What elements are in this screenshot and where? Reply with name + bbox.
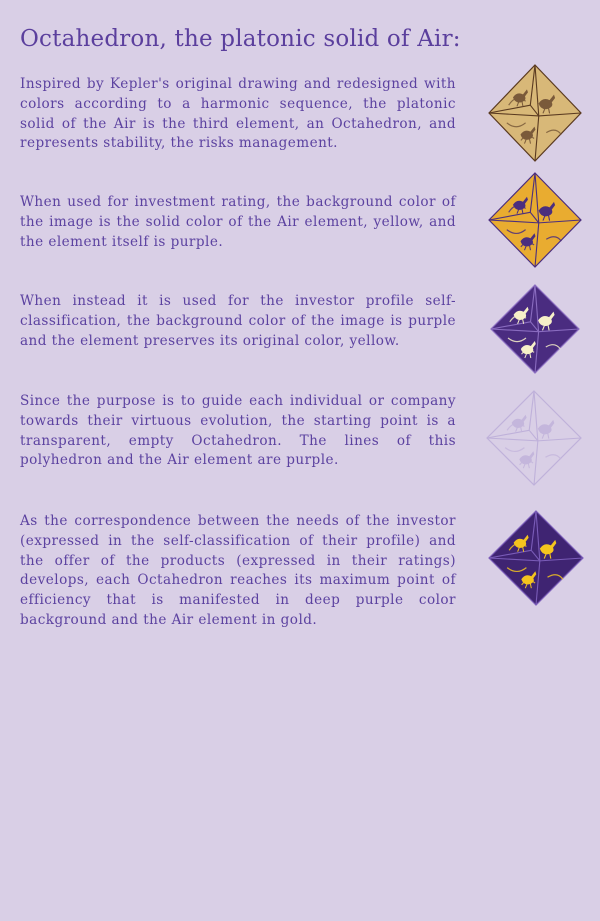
octahedron-purple-icon (490, 284, 580, 374)
bird-figure (519, 451, 534, 468)
swirl-ornament (505, 448, 524, 452)
octahedron-face (489, 65, 581, 161)
octahedron-edge (487, 438, 538, 441)
section-1-text: Inspired by Kepler's original drawing and redesigned with colors according to a harmonic sequence, the platonic solid of the Air is the third element, an Octahedron, and represents stability, the risks management. (20, 76, 456, 152)
octahedron-face (487, 391, 581, 485)
swirl-ornament (546, 455, 561, 459)
section-3-text: When instead it is used for the investor profile self-classification, the background color of the image is purple and the element preserves its original color, yellow. (20, 293, 456, 349)
octahedron-edge (529, 430, 538, 441)
octahedron-gold-icon (488, 510, 584, 606)
octahedron-edge (529, 391, 534, 430)
octahedron-yellow-icon (488, 172, 582, 268)
bird-figure (512, 415, 527, 432)
page-title: Octahedron, the platonic solid of Air: (20, 26, 461, 52)
octahedron-face (489, 511, 583, 605)
bird-figure (538, 420, 555, 439)
octahedron-edge (534, 441, 538, 485)
octahedron-original-icon (488, 64, 582, 162)
octahedron-face (489, 173, 581, 267)
section-5-text: As the correspondence between the needs of the investor (expressed in the self-classification of their profile) and the offer of the products (expressed in their ratings) develops, each Octahedron reaches its maximum point of efficiency that is manifested in deep purple color background and the Air element in gold. (20, 513, 456, 628)
octahedron-edge (534, 391, 538, 441)
octahedron-edge (538, 438, 581, 441)
octahedron-transparent-icon (486, 390, 582, 486)
section-4-text: Since the purpose is to guide each individual or company towards their virtuous evolution, the starting point is a transparent, empty Octahedron. The lines of this polyhedron and the Air element are purple. (20, 393, 456, 469)
octahedron-face (491, 285, 579, 373)
section-2-text: When used for investment rating, the background color of the image is the solid color of the Air element, yellow, and the element itself is purple. (20, 194, 456, 250)
